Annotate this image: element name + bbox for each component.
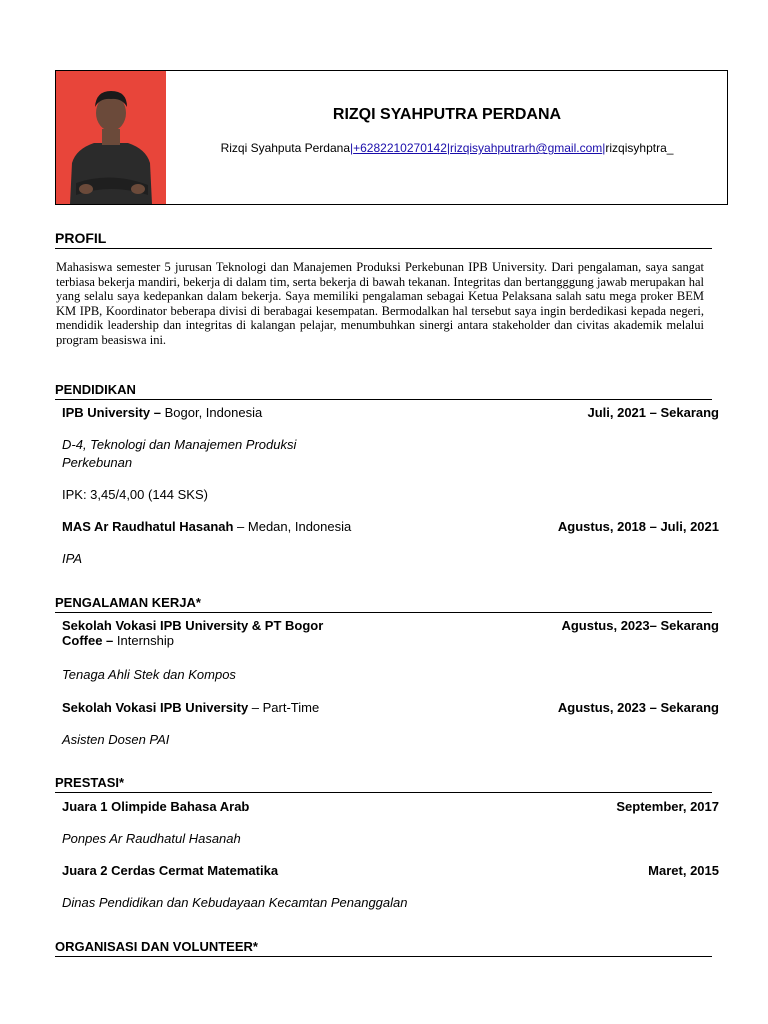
institution-name: IPB University – bbox=[62, 405, 161, 420]
institution-location: – Medan, Indonesia bbox=[233, 519, 352, 534]
education-date: Juli, 2021 – Sekarang bbox=[587, 405, 719, 420]
experience-type: Internship bbox=[113, 633, 174, 648]
achievement-entry bbox=[62, 799, 719, 815]
achievement-title: Juara 1 Olimpide Bahasa Arab bbox=[62, 799, 250, 814]
experience-title: Sekolah Vokasi IPB University bbox=[62, 700, 249, 715]
education-major: IPA bbox=[62, 551, 82, 566]
section-heading-organisasi: ORGANISASI DAN VOLUNTEER* bbox=[55, 939, 712, 957]
education-major: Perkebunan bbox=[62, 455, 133, 470]
education-date: Agustus, 2018 – Juli, 2021 bbox=[557, 519, 719, 534]
phone-link[interactable]: +6282210270142 bbox=[353, 141, 447, 155]
institution-name: MAS Ar Raudhatul Hasanah bbox=[62, 519, 234, 534]
experience-entry bbox=[62, 700, 719, 716]
contact-separator: | bbox=[446, 141, 451, 155]
page-title: RIZQI SYAHPUTRA PERDANA bbox=[332, 106, 562, 123]
section-heading-pengalaman: PENGALAMAN KERJA* bbox=[55, 595, 712, 613]
experience-date: Agustus, 2023 – Sekarang bbox=[557, 700, 719, 715]
education-gpa: IPK: 3,45/4,00 (144 SKS) bbox=[62, 487, 208, 502]
section-heading-pendidikan: PENDIDIKAN bbox=[55, 382, 712, 400]
achievement-date: Maret, 2015 bbox=[648, 863, 719, 878]
institution-location: Bogor, Indonesia bbox=[161, 405, 263, 420]
experience-date: Agustus, 2023– Sekarang bbox=[561, 618, 719, 633]
achievement-entry bbox=[62, 863, 719, 879]
profile-paragraph: Mahasiswa semester 5 jurusan Teknologi dan Manajemen Produksi Perkebunan IPB University. Dari pengalaman, saya sangat terbiasa bekerja mandiri, bekerja di dalam tim, serta bekerja di bawah tekanan. Integritas dan bertangggung jawab merupakan hal yang selalu saya kedepankan dalam bekerja. Saya memiliki pengalaman sebagai Ketua Pelaksana salah satu mega proker BEM KM IPB, Koordinator beberapa divisi di berabagai kesempatan. Bermodalkan hal tersebut saya ingin berdedikasi kepada negeri, mendidik leadership dan integritas di kalangan pelajar, menumbuhkan sinergi antara stakeholder dan civitas akademik melalui program beasiswa ini. bbox=[56, 260, 704, 347]
experience-title: Sekolah Vokasi IPB University & PT Bogor bbox=[62, 618, 324, 633]
experience-role: Tenaga Ahli Stek dan Kompos bbox=[62, 667, 236, 682]
experience-title: Coffee – bbox=[62, 633, 114, 648]
achievement-title: Juara 2 Cerdas Cermat Matematika bbox=[62, 863, 279, 878]
achievement-date: September, 2017 bbox=[616, 799, 719, 814]
contact-line bbox=[166, 141, 728, 155]
education-entry bbox=[62, 519, 719, 535]
contact-name: Rizqi Syahputa Perdana bbox=[220, 141, 350, 155]
contact-separator: | bbox=[350, 141, 354, 155]
contact-separator: | bbox=[602, 141, 606, 155]
social-handle: rizqisyhptra_ bbox=[605, 141, 674, 155]
section-heading-prestasi: PRESTASI* bbox=[55, 775, 712, 793]
achievement-organizer: Dinas Pendidikan dan Kebudayaan Kecamtan Penanggalan bbox=[62, 895, 408, 910]
experience-role: Asisten Dosen PAI bbox=[62, 732, 170, 747]
experience-type: – Part-Time bbox=[248, 700, 320, 715]
section-heading-profil: PROFIL bbox=[55, 230, 712, 249]
experience-entry bbox=[62, 618, 719, 652]
education-entry bbox=[62, 405, 719, 421]
email-link[interactable]: rizqisyahputrarh@gmail.com bbox=[450, 141, 603, 155]
profile-photo bbox=[56, 71, 166, 204]
achievement-organizer: Ponpes Ar Raudhatul Hasanah bbox=[62, 831, 241, 846]
person-silhouette-icon bbox=[56, 71, 166, 204]
education-major: D-4, Teknologi dan Manajemen Produksi bbox=[62, 437, 297, 452]
